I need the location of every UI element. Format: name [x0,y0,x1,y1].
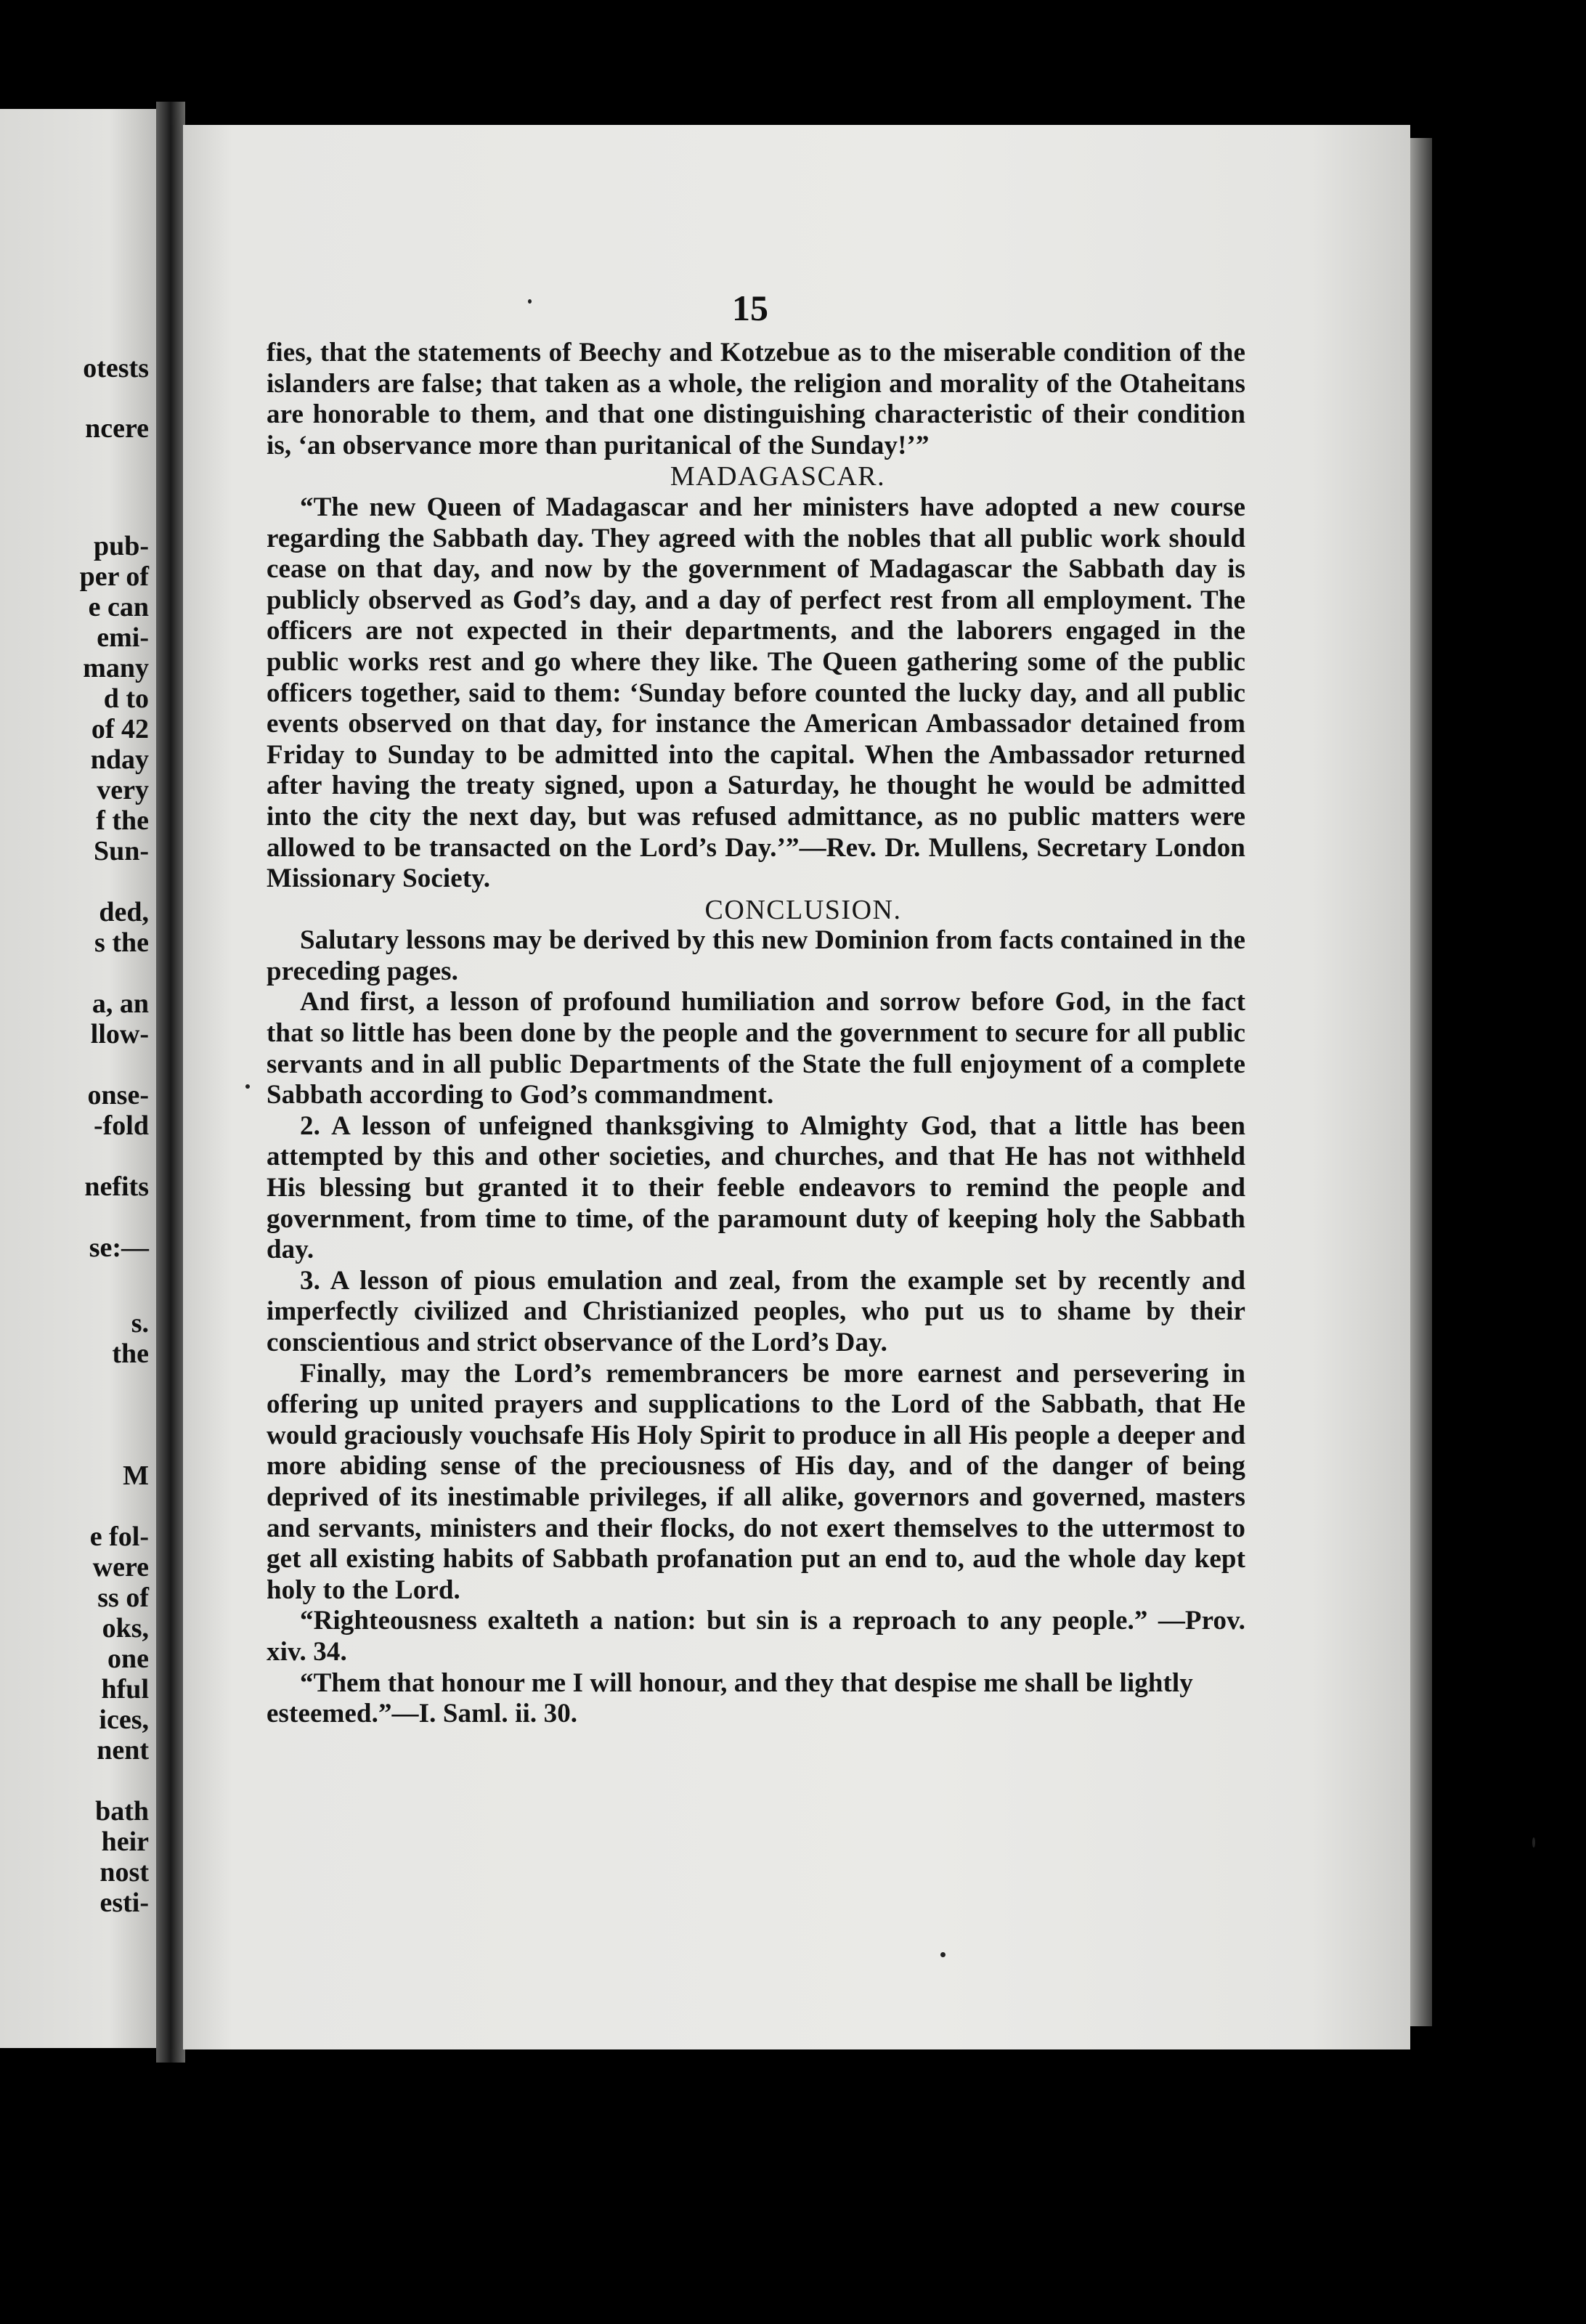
conclusion-paragraph: And first, a lesson of profound humiliation and sorrow before God, in the fact that so little has been done by the people and the government to secure for all public servants and in all public Departments of the State the full enjoyment of a complete Sabbath according to God’s commandment. [267,987,1245,1110]
left-page-line: ncere [85,413,149,444]
left-page-line: s the [94,927,149,958]
print-speck [1532,1837,1535,1848]
left-page-line: e can [88,592,149,622]
left-page-line: nost [99,1857,149,1888]
left-page-line: nday [90,744,149,775]
previous-page-fragment [0,109,156,2048]
section-heading-conclusion: CONCLUSION. [704,894,902,925]
left-page-line: heir [101,1827,149,1857]
left-page-line: s. [131,1308,149,1338]
left-page-line: oks, [102,1613,149,1644]
left-page-line: -fold [94,1110,149,1141]
left-page-line: M [123,1460,149,1491]
left-page-line: f the [96,805,149,836]
left-page-line: many [83,653,149,683]
left-page-line: bath [95,1796,149,1827]
page-body [267,338,1245,1730]
left-page-line: hful [101,1674,149,1705]
section-heading-madagascar: MADAGASCAR. [670,461,886,492]
left-page-line: very [97,775,149,805]
book-gutter [156,102,185,2063]
scripture-quote: “Them that honour me I will honour, and they that despise me shall be lightly esteemed.”—I. Saml. ii. 30. [267,1667,1193,1729]
left-page-line: nefits [84,1171,149,1202]
left-page-line: ss of [97,1582,149,1613]
print-speck [528,299,532,304]
print-speck [245,1084,250,1089]
intro-paragraph: fies, that the statements of Beechy and Kotzebue as to the miserable condition of the islanders are false; that taken as a whole, the religion and morality of the Otaheitans are honorable to them, and that one distinguishing characteristic of their condition is, ‘an observance more than puritanical of the Sunday!’” [267,338,1245,460]
madagascar-paragraph: “The new Queen of Madagascar and her ministers have adopted a new course regarding the Sabbath day. They agreed with the nobles that all public work should cease on that day, and now by the government of Madagascar the Sabbath day is publicly observed as God’s day, and a day of perfect rest from all employment. The officers are not expected in their departments, and the laborers engaged in the public works rest and go where they like. The Queen gathering some of the public officers together, said to them: ‘Sunday before counted the lucky day, and all public events observed on that day, for instance the American Ambassador detained from Friday to Sunday to be admitted into the capital. When the Ambassador returned after having the treaty signed, upon a Saturday, he thought he would be admitted into the city the next day, but was refused admittance, as no public matters were allowed to be transacted on the Lord’s Day.’”—Rev. Dr. Mullens, Secretary London Missionary Society. [267,492,1245,894]
left-page-line: Sun- [93,836,149,866]
left-page-line: of 42 [91,714,149,744]
left-page-line: d to [103,683,149,714]
conclusion-paragraph: 3. A lesson of pious emulation and zeal, from the example set by recently and imperfectly civilized and Christianized peoples, who put us to shame by their conscientious and strict observance of the Lord’s Day. [267,1265,1245,1357]
left-page-line: pub- [93,531,149,561]
scripture-quote: “Righteousness exalteth a nation: but sin is a reproach to any people.” —Prov. xiv. 34. [267,1606,1245,1667]
conclusion-paragraph: Finally, may the Lord’s remembrancers be more earnest and persevering in offering up united prayers and supplications to the Lord of the Sabbath, that He would graciously vouchsafe His Holy Spirit to produce in all His people a deeper and more abiding sense of the preciousness of His day, and of the danger of being deprived of its inestimable privileges, if all alike, governors and governed, masters and servants, ministers and their flocks, do not exert themselves to the uttermost to get all existing habits of Sabbath profanation put an end to, aud the whole day kept holy to the Lord. [267,1358,1245,1605]
page-edge-shadow [1410,138,1432,2026]
left-page-line: onse- [87,1080,149,1110]
left-page-line: ices, [99,1705,149,1735]
page-number: 15 [732,288,768,328]
left-page-line: se:— [89,1232,149,1263]
left-page-line: e fol- [89,1521,149,1552]
left-page-line: one [107,1644,149,1674]
left-page-line: were [92,1552,149,1582]
left-page-line: esti- [99,1888,149,1918]
print-speck [940,1952,946,1957]
left-page-line: the [112,1338,149,1369]
left-page-line: a, an [92,988,149,1019]
left-page-line: ded, [99,897,149,927]
left-page-line: emi- [97,622,149,653]
conclusion-paragraph: 2. A lesson of unfeigned thanksgiving to Almighty God, that a little has been attempted by this and other societies, and churches, and that He has not withheld His blessing but granted it to their feeble endeavors to remind the people and government, from time to time, of the paramount duty of keeping holy the Sabbath day. [267,1110,1245,1265]
conclusion-paragraph: Salutary lessons may be derived by this new Dominion from facts contained in the preceding pages. [267,925,1245,986]
left-page-line: per of [79,561,149,592]
left-page-line: otests [83,353,149,383]
left-page-line: llow- [90,1019,149,1049]
left-page-line: nent [97,1735,149,1766]
